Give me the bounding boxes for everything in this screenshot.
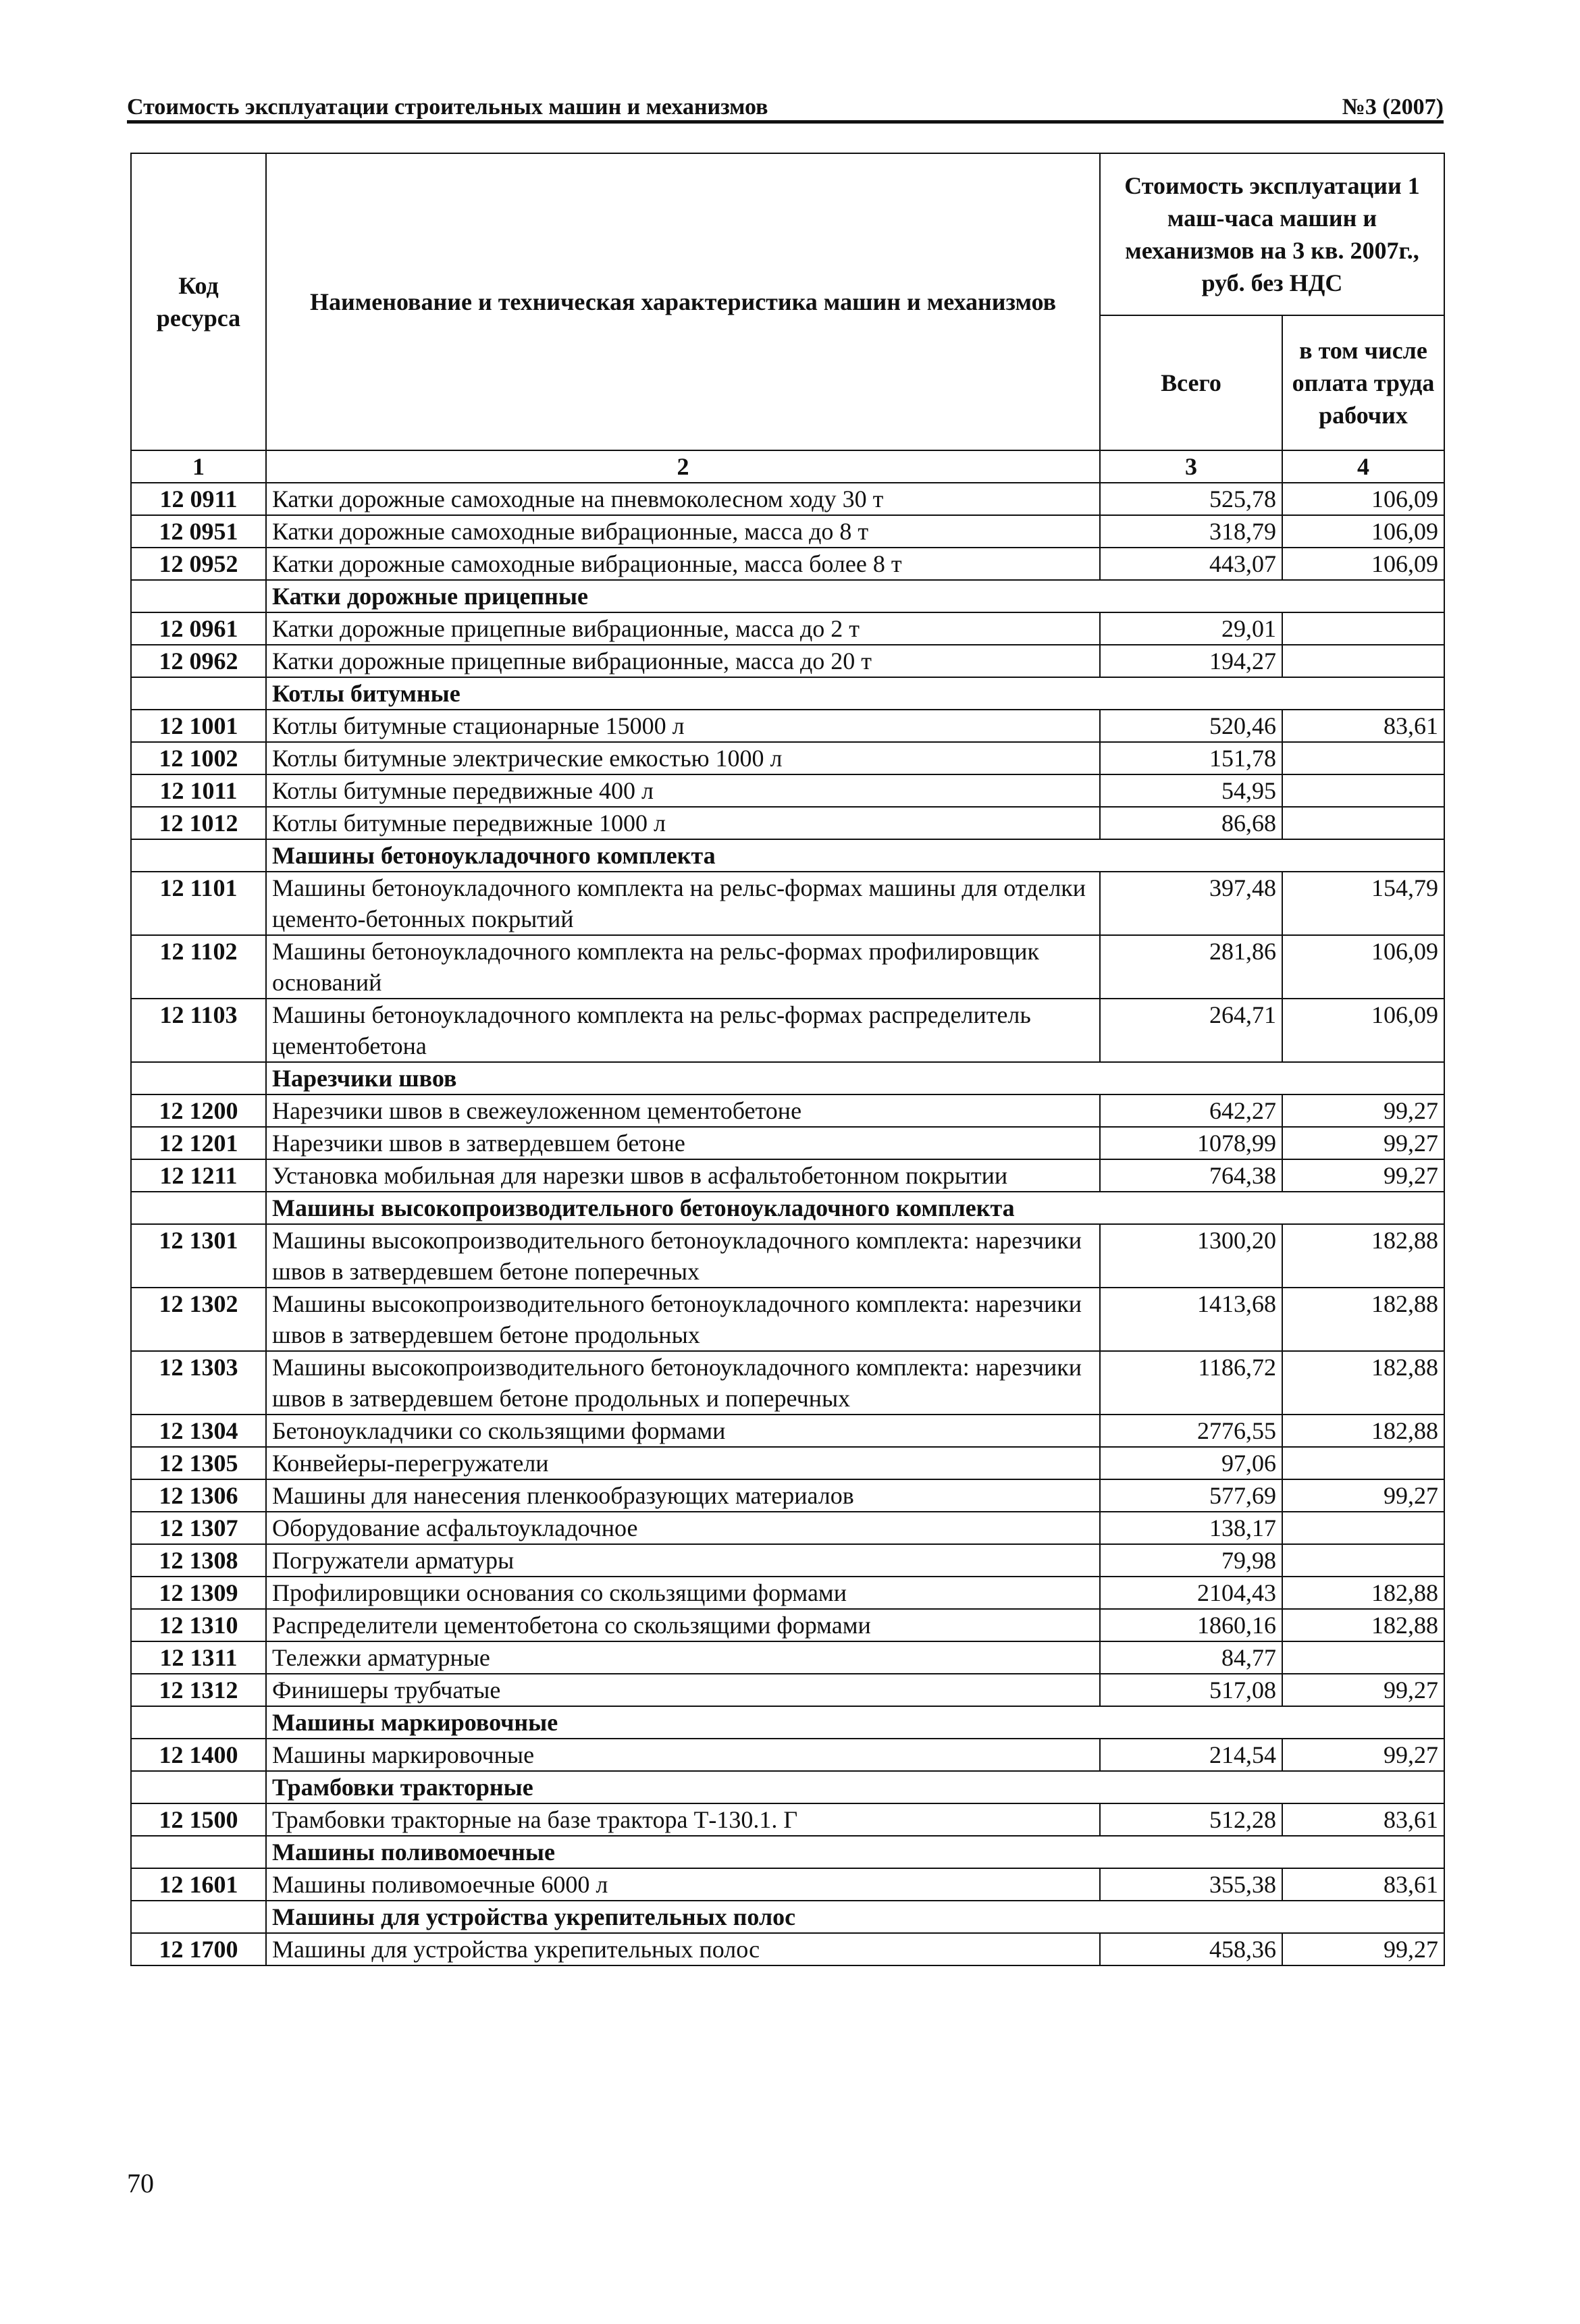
table-row: [131, 999, 1444, 1062]
cell-total: 194,27: [1100, 645, 1282, 677]
section-row: [131, 1062, 1444, 1094]
cell-name: Машины бетоноукладочного комплекта на рельс-формах профилировщик оснований: [266, 935, 1100, 999]
cell-code: 12 1400: [131, 1739, 266, 1771]
table-row: [131, 742, 1444, 774]
cell-code: 12 1302: [131, 1288, 266, 1351]
cell-labor: 83,61: [1282, 1868, 1444, 1901]
page-header: [127, 85, 1444, 120]
cell-name: Катки дорожные самоходные на пневмоколесном ходу 30 т: [266, 483, 1100, 515]
cell-total: 281,86: [1100, 935, 1282, 999]
cell-code: 12 1700: [131, 1933, 266, 1965]
section-blank-cell: [131, 1706, 266, 1739]
table-row: [131, 1544, 1444, 1577]
section-row: [131, 1192, 1444, 1224]
section-row: [131, 580, 1444, 612]
section-blank-cell: [131, 1062, 266, 1094]
cell-total: 84,77: [1100, 1641, 1282, 1674]
table-row: [131, 774, 1444, 807]
cell-code: 12 1306: [131, 1479, 266, 1512]
section-title: Машины для устройства укрепительных полос: [266, 1901, 1444, 1933]
cell-name: Машины бетоноукладочного комплекта на рельс-формах машины для отделки цементо-бетонных покрытий: [266, 872, 1100, 935]
cell-total: 214,54: [1100, 1739, 1282, 1771]
header-code: Код ресурса: [131, 153, 266, 450]
section-blank-cell: [131, 839, 266, 872]
cell-total: 29,01: [1100, 612, 1282, 645]
section-title: Котлы битумные: [266, 677, 1444, 710]
table-row: [131, 1577, 1444, 1609]
cell-total: 577,69: [1100, 1479, 1282, 1512]
cell-code: 12 1307: [131, 1512, 266, 1544]
machines-cost-table: [130, 153, 1445, 1966]
table-row: [131, 935, 1444, 999]
table-body: [131, 483, 1444, 1965]
cell-total: 151,78: [1100, 742, 1282, 774]
cell-name: Оборудование асфальтоукладочное: [266, 1512, 1100, 1544]
cell-code: 12 1101: [131, 872, 266, 935]
cell-code: 12 1311: [131, 1641, 266, 1674]
cell-name: Машины бетоноукладочного комплекта на рельс-формах распределитель цементобетона: [266, 999, 1100, 1062]
cell-labor: [1282, 1641, 1444, 1674]
table-row: [131, 1674, 1444, 1706]
cell-code: 12 1102: [131, 935, 266, 999]
cell-labor: 106,09: [1282, 999, 1444, 1062]
cell-total: 443,07: [1100, 548, 1282, 580]
cell-name: Конвейеры-перегружатели: [266, 1447, 1100, 1479]
cell-name: Котлы битумные стационарные 15000 л: [266, 710, 1100, 742]
cell-name: Катки дорожные прицепные вибрационные, масса до 2 т: [266, 612, 1100, 645]
table-row: [131, 872, 1444, 935]
cell-labor: 99,27: [1282, 1739, 1444, 1771]
cell-labor: [1282, 742, 1444, 774]
cell-code: 12 0952: [131, 548, 266, 580]
cell-labor: 182,88: [1282, 1351, 1444, 1415]
cell-total: 642,27: [1100, 1094, 1282, 1127]
cell-name: Машины высокопроизводительного бетоноукладочного комплекта: нарезчики швов в затвердевшем бетоне поперечных: [266, 1224, 1100, 1288]
cell-labor: 99,27: [1282, 1933, 1444, 1965]
cell-name: Котлы битумные передвижные 400 л: [266, 774, 1100, 807]
section-row: [131, 1901, 1444, 1933]
cell-name: Погружатели арматуры: [266, 1544, 1100, 1577]
cell-labor: 99,27: [1282, 1674, 1444, 1706]
section-blank-cell: [131, 580, 266, 612]
cell-name: Катки дорожные прицепные вибрационные, масса до 20 т: [266, 645, 1100, 677]
cell-labor: 83,61: [1282, 710, 1444, 742]
section-blank-cell: [131, 1192, 266, 1224]
cell-name: Катки дорожные самоходные вибрационные, масса более 8 т: [266, 548, 1100, 580]
cell-total: 2104,43: [1100, 1577, 1282, 1609]
table-row: [131, 1933, 1444, 1965]
cell-code: 12 1301: [131, 1224, 266, 1288]
cell-code: 12 0951: [131, 515, 266, 548]
section-title: Машины поливомоечные: [266, 1836, 1444, 1868]
section-title: Машины маркировочные: [266, 1706, 1444, 1739]
section-title: Катки дорожные прицепные: [266, 580, 1444, 612]
cell-name: Машины маркировочные: [266, 1739, 1100, 1771]
table-row: [131, 1479, 1444, 1512]
table-row: [131, 645, 1444, 677]
cell-total: 764,38: [1100, 1159, 1282, 1192]
cell-code: 12 1304: [131, 1415, 266, 1447]
table-row: [131, 1224, 1444, 1288]
cell-code: 12 1211: [131, 1159, 266, 1192]
cell-labor: 182,88: [1282, 1288, 1444, 1351]
cell-labor: [1282, 774, 1444, 807]
table-row: [131, 1415, 1444, 1447]
section-row: [131, 677, 1444, 710]
cell-total: 79,98: [1100, 1544, 1282, 1577]
cell-labor: [1282, 807, 1444, 839]
table-row: [131, 1739, 1444, 1771]
cell-labor: 182,88: [1282, 1415, 1444, 1447]
cell-total: 525,78: [1100, 483, 1282, 515]
section-blank-cell: [131, 1901, 266, 1933]
header-labor: в том числе оплата труда рабочих: [1282, 315, 1444, 450]
cell-labor: 106,09: [1282, 483, 1444, 515]
cell-name: Финишеры трубчатые: [266, 1674, 1100, 1706]
section-title: Машины высокопроизводительного бетоноукладочного комплекта: [266, 1192, 1444, 1224]
cell-code: 12 1500: [131, 1803, 266, 1836]
cell-labor: 106,09: [1282, 515, 1444, 548]
column-number: 3: [1100, 450, 1282, 483]
column-number: 1: [131, 450, 266, 483]
cell-code: 12 1201: [131, 1127, 266, 1159]
cell-code: 12 1309: [131, 1577, 266, 1609]
table-row: [131, 612, 1444, 645]
cell-code: 12 1601: [131, 1868, 266, 1901]
cell-name: Нарезчики швов в свежеуложенном цементобетоне: [266, 1094, 1100, 1127]
cell-name: Установка мобильная для нарезки швов в асфальтобетонном покрытии: [266, 1159, 1100, 1192]
cell-labor: [1282, 1544, 1444, 1577]
section-row: [131, 839, 1444, 872]
table-row: [131, 1351, 1444, 1415]
cell-labor: 99,27: [1282, 1094, 1444, 1127]
column-numbers-row: [131, 450, 1444, 483]
table-row: [131, 515, 1444, 548]
cell-labor: 182,88: [1282, 1577, 1444, 1609]
table-row: [131, 1803, 1444, 1836]
cell-labor: 99,27: [1282, 1159, 1444, 1192]
cell-code: 12 1312: [131, 1674, 266, 1706]
cell-labor: 154,79: [1282, 872, 1444, 935]
section-row: [131, 1771, 1444, 1803]
table-row: [131, 1868, 1444, 1901]
table-row: [131, 1127, 1444, 1159]
cell-total: 397,48: [1100, 872, 1282, 935]
cell-code: 12 1103: [131, 999, 266, 1062]
cell-total: 1300,20: [1100, 1224, 1282, 1288]
header-issue: №3 (2007): [1342, 95, 1444, 120]
cell-name: Котлы битумные электрические емкостью 1000 л: [266, 742, 1100, 774]
cell-total: 1413,68: [1100, 1288, 1282, 1351]
cell-total: 458,36: [1100, 1933, 1282, 1965]
cell-name: Машины для устройства укрепительных полос: [266, 1933, 1100, 1965]
cell-labor: [1282, 1447, 1444, 1479]
column-number: 2: [266, 450, 1100, 483]
cell-name: Распределители цементобетона со скользящими формами: [266, 1609, 1100, 1641]
cell-labor: [1282, 1512, 1444, 1544]
cell-total: 512,28: [1100, 1803, 1282, 1836]
table-row: [131, 1288, 1444, 1351]
section-row: [131, 1706, 1444, 1739]
cell-code: 12 1308: [131, 1544, 266, 1577]
page-number: 70: [127, 2168, 154, 2198]
section-title: Трамбовки тракторные: [266, 1771, 1444, 1803]
table-row: [131, 1641, 1444, 1674]
cell-labor: 106,09: [1282, 935, 1444, 999]
cell-total: 2776,55: [1100, 1415, 1282, 1447]
cell-total: 520,46: [1100, 710, 1282, 742]
section-title: Машины бетоноукладочного комплекта: [266, 839, 1444, 872]
cell-total: 1186,72: [1100, 1351, 1282, 1415]
header-title: Стоимость эксплуатации строительных машин и механизмов: [127, 95, 768, 120]
section-title: Нарезчики швов: [266, 1062, 1444, 1094]
cell-labor: 182,88: [1282, 1224, 1444, 1288]
cell-total: 264,71: [1100, 999, 1282, 1062]
cell-total: 517,08: [1100, 1674, 1282, 1706]
cell-name: Бетоноукладчики со скользящими формами: [266, 1415, 1100, 1447]
cell-total: 54,95: [1100, 774, 1282, 807]
table-row: [131, 1159, 1444, 1192]
section-row: [131, 1836, 1444, 1868]
cell-total: 1078,99: [1100, 1127, 1282, 1159]
table-row: [131, 1512, 1444, 1544]
table-row: [131, 807, 1444, 839]
cell-labor: [1282, 645, 1444, 677]
table-row: [131, 1447, 1444, 1479]
cell-labor: 99,27: [1282, 1127, 1444, 1159]
cell-code: 12 1310: [131, 1609, 266, 1641]
cell-total: 1860,16: [1100, 1609, 1282, 1641]
cell-code: 12 1001: [131, 710, 266, 742]
cell-total: 355,38: [1100, 1868, 1282, 1901]
cell-total: 86,68: [1100, 807, 1282, 839]
table-row: [131, 1609, 1444, 1641]
section-blank-cell: [131, 677, 266, 710]
table-row: [131, 710, 1444, 742]
table-row: [131, 483, 1444, 515]
cell-code: 12 0961: [131, 612, 266, 645]
cell-code: 12 1303: [131, 1351, 266, 1415]
section-blank-cell: [131, 1836, 266, 1868]
cell-labor: [1282, 612, 1444, 645]
cell-code: 12 0962: [131, 645, 266, 677]
cell-name: Машины высокопроизводительного бетоноукладочного комплекта: нарезчики швов в затвердевшем бетоне продольных и поперечных: [266, 1351, 1100, 1415]
cell-total: 97,06: [1100, 1447, 1282, 1479]
header-cost-group: Стоимость эксплуатации 1 маш-часа машин и механизмов на 3 кв. 2007г., руб. без НДС: [1100, 153, 1444, 315]
header-rule: [127, 120, 1444, 124]
cell-code: 12 1305: [131, 1447, 266, 1479]
cell-name: Котлы битумные передвижные 1000 л: [266, 807, 1100, 839]
cell-total: 318,79: [1100, 515, 1282, 548]
cell-name: Трамбовки тракторные на базе трактора Т-130.1. Г: [266, 1803, 1100, 1836]
cell-name: Машины поливомоечные 6000 л: [266, 1868, 1100, 1901]
cell-code: 12 1200: [131, 1094, 266, 1127]
cell-code: 12 1011: [131, 774, 266, 807]
cell-name: Машины высокопроизводительного бетоноукладочного комплекта: нарезчики швов в затвердевшем бетоне продольных: [266, 1288, 1100, 1351]
cell-labor: 106,09: [1282, 548, 1444, 580]
cell-name: Машины для нанесения пленкообразующих материалов: [266, 1479, 1100, 1512]
header-name: Наименование и техническая характеристика машин и механизмов: [266, 153, 1100, 450]
cell-name: Нарезчики швов в затвердевшем бетоне: [266, 1127, 1100, 1159]
cell-total: 138,17: [1100, 1512, 1282, 1544]
header-total: Всего: [1100, 315, 1282, 450]
table-row: [131, 548, 1444, 580]
cell-name: Профилировщики основания со скользящими формами: [266, 1577, 1100, 1609]
cell-name: Катки дорожные самоходные вибрационные, масса до 8 т: [266, 515, 1100, 548]
cell-code: 12 1012: [131, 807, 266, 839]
section-blank-cell: [131, 1771, 266, 1803]
cell-code: 12 0911: [131, 483, 266, 515]
cell-labor: 99,27: [1282, 1479, 1444, 1512]
column-number: 4: [1282, 450, 1444, 483]
cell-labor: 182,88: [1282, 1609, 1444, 1641]
cell-labor: 83,61: [1282, 1803, 1444, 1836]
table-row: [131, 1094, 1444, 1127]
cell-name: Тележки арматурные: [266, 1641, 1100, 1674]
cell-code: 12 1002: [131, 742, 266, 774]
